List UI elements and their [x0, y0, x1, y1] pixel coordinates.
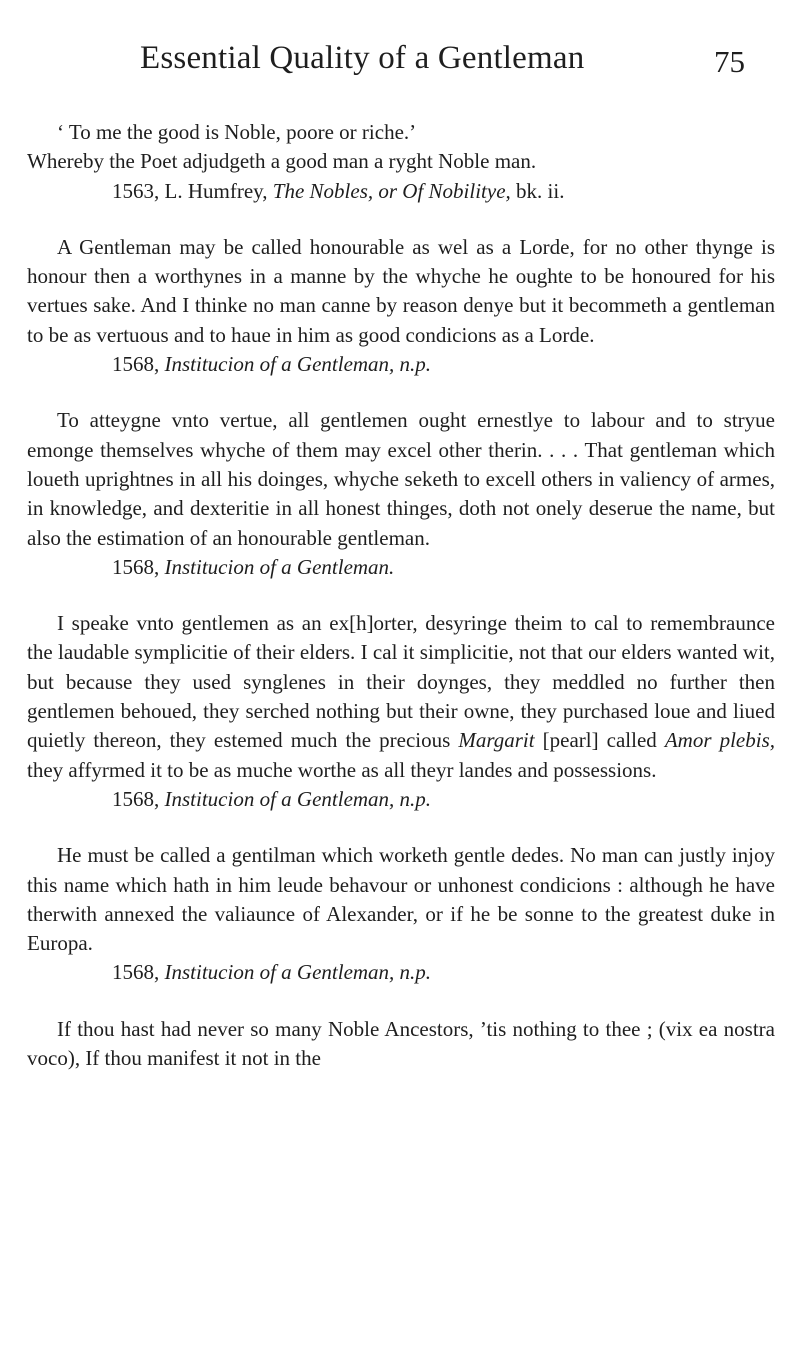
- quotation-entry: [27, 233, 775, 379]
- quotation-entry: [27, 1015, 775, 1074]
- citation-prefix: 1568,: [112, 554, 165, 579]
- citation-work-title: Institucion of a Gentleman, n.p.: [164, 786, 432, 811]
- paragraph-text-part: I speake vnto gentlemen as an ex[h]orter, desyringe theim to cal to remembraunce the laudable symplicitie of their elders. I cal it simplicitie, not that our elders wanted wit, but because they used synglenes in their doynges, they meddled no further then gentlemen behoued, they serched nothing but their owne, they purchased loue and liued quietly thereon, they estemed much the precious: [27, 611, 775, 753]
- citation-work-title: Institucion of a Gentleman, n.p.: [164, 352, 432, 377]
- italic-term: Margarit: [458, 728, 535, 753]
- paragraph-text: Whereby the Poet adjudgeth a good man a ryght Noble man.: [27, 149, 537, 174]
- citation-suffix: bk. ii.: [510, 178, 565, 203]
- citation-work-title: The Nobles, or Of Nobilitye,: [272, 178, 511, 203]
- citation-prefix: 1568,: [112, 786, 165, 811]
- italic-term: Amor plebis,: [664, 728, 775, 753]
- verse-line: ‘ To me the good is Noble, poore or riche.’: [57, 120, 417, 144]
- paragraph-text: To atteygne vnto vertue, all gentlemen ought ernestlye to labour and to stryue emonge themselves whyche of them may excel other therin. . . . That gentleman which loueth uprightnes in all his doinges, whyche seketh to excell others in valiency of armes, in knowledge, and dexteritie in all honest thinges, doth not onely deserue the name, but also the estimation of an honourable gentleman.: [27, 408, 775, 550]
- citation: [27, 958, 775, 987]
- quotation-entry: [27, 841, 775, 987]
- citation-prefix: 1568,: [112, 352, 165, 377]
- paragraph-text-part: [pearl] called: [534, 728, 665, 753]
- quotation-entry: [27, 118, 775, 206]
- citation: [27, 785, 775, 814]
- citation-work-title: Institucion of a Gentleman, n.p.: [164, 960, 432, 985]
- quotation-entry: [27, 609, 775, 814]
- paragraph-text: [27, 609, 775, 785]
- paragraph-text: He must be called a gentilman which worketh gentle dedes. No man can justly injoy this name which hath in him leude behavour or unhonest condicions : although he have therwith annexed the valiaunce of Alexander, or if he be sonne to the greatest duke in Europa.: [27, 843, 775, 956]
- running-title: Essential Quality of a Gentleman: [140, 40, 585, 76]
- citation-work-title: Institucion of a Gentleman.: [164, 554, 395, 579]
- citation: [27, 350, 775, 379]
- page-body: [27, 118, 775, 1100]
- quotation-entry: [27, 406, 775, 582]
- citation-prefix: 1568,: [112, 960, 165, 985]
- citation: [27, 177, 775, 206]
- page-number: 75: [714, 44, 745, 79]
- paragraph-text: If thou hast had never so many Noble Ancestors, ’tis nothing to thee ; (vix ea nostra voco), If thou manifest it not in the: [27, 1016, 775, 1071]
- paragraph-text-part: they affyrmed it to be as muche worthe as all theyr landes and possessions.: [27, 757, 657, 782]
- citation-prefix: 1563, L. Humfrey,: [112, 178, 273, 203]
- paragraph-text: A Gentleman may be called honourable as wel as a Lorde, for no other thynge is honour then a worthynes in a manne by the whyche he oughte to be honoured for his vertues sake. And I thinke no man canne by reason denye but it becommeth a gentleman to be as vertuous and to haue in him as good condicions as a Lorde.: [27, 234, 775, 347]
- citation: [27, 553, 775, 582]
